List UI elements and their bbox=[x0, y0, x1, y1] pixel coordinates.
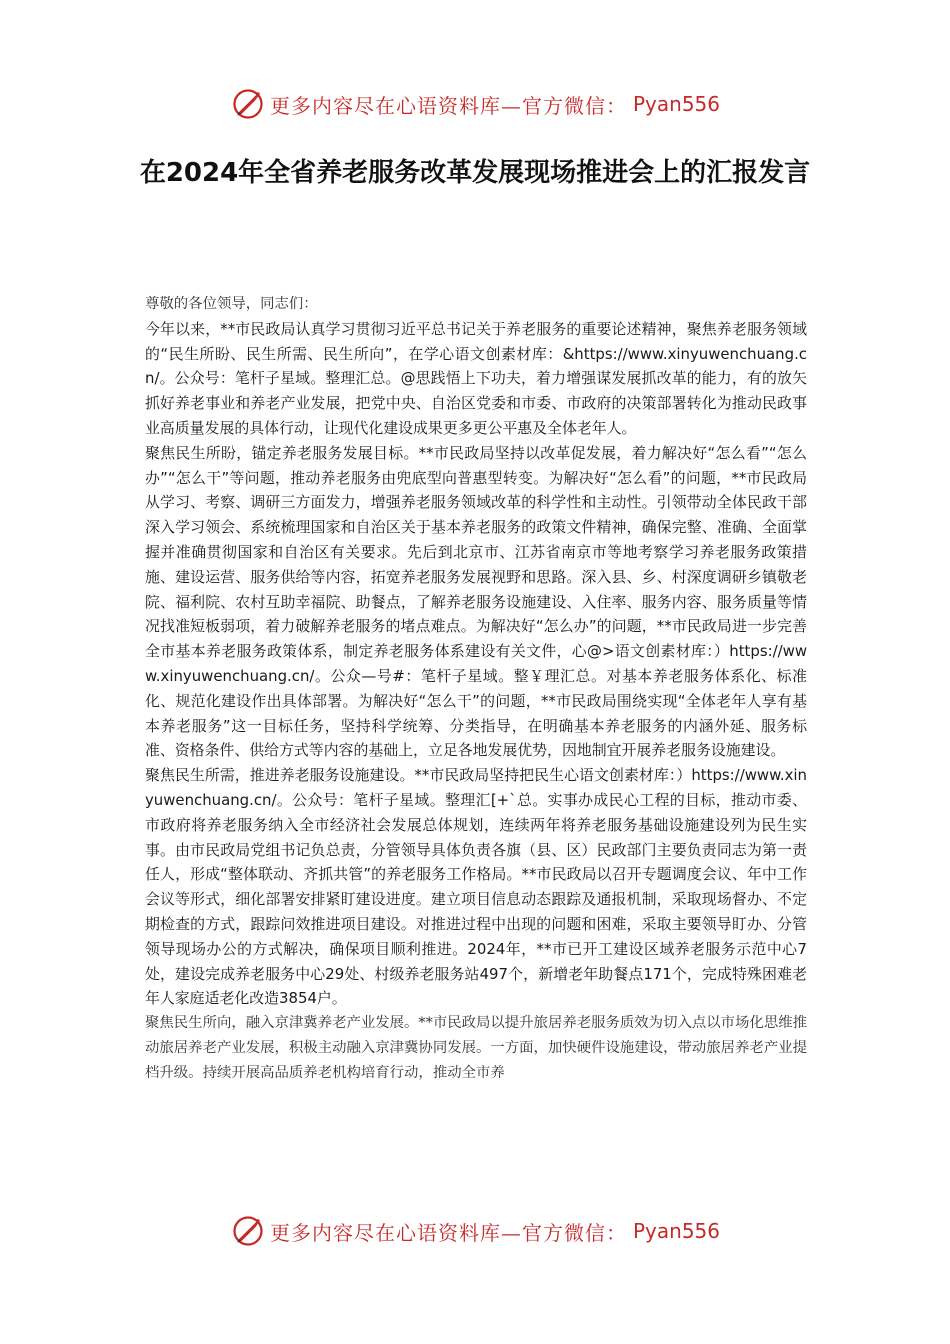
footer-banner-text: 更多内容尽在心语资料库—官方微信： bbox=[269, 1220, 627, 1245]
header-banner-text: 更多内容尽在心语资料库—官方微信： bbox=[269, 93, 627, 118]
paragraph-section-2: 聚焦民生所需，推进养老服务设施建设。**市民政局坚持把民生心语文创素材库：）https://www.xinyuwenchuang.cn/。公众号：笔杆子星域。整理汇[+`总。实事办成民心工程的目标，推动市委、市政府将养老服务纳入全市经济社会发展总体规划，连续两年将养老服务基础设施建设列为民生实事。由市民政局党组书记负总责，分管领导具体负责各旗（县、区）民政部门主要负责同志为第一责任人，形成“整体联动、齐抓共管”的养老服务工作格局。**市民政局以召开专题调度会议、年中工作会议等形式，细化部署安排紧盯建设进度。建立项目信息动态跟踪及通报机制，采取现场督办、不定期检查的方式，跟踪问效推进项目建设。对推进过程中出现的问题和困难，采取主要领导盯办、分管领导现场办公的方式解决，确保项目顺利推进。2024年，**市已开工建设区域养老服务示范中心7处，建设完成养老服务中心29处、村级养老服务站497个，新增老年助餐点171个，完成特殊困难老年人家庭适老化改造3854户。 bbox=[145, 766, 807, 1008]
paragraph-section-3: 聚焦民生所向，融入京津冀养老产业发展。**市民政局以提升旅居养老服务质效为切入点以市场化思维推动旅居养老产业发展，积极主动融入京津冀协同发展。一方面，加快硬件设施建设，带动旅居养老产业提档升级。持续开展高品质养老机构培育行动，推动全市养 bbox=[145, 1015, 807, 1081]
paragraph-intro: 今年以来，**市民政局认真学习贯彻习近平总书记关于养老服务的重要论述精神，聚焦养老服务领域的“民生所盼、民生所需、民生所向”，在学心语文创素材库：&https://www.xinyuwenchuang.cn/。公众号：笔杆子星域。整理汇总。@思践悟上下功夫，着力增强谋发展抓改革的能力，有的放矢抓好养老事业和养老产业发展，把党中央、自治区党委和市委、市政府的决策部署转化为推动民政事业高质量发展的具体行动，让现代化建设成果更多更公平惠及全体老年人。 bbox=[145, 319, 807, 437]
pen-logo-icon bbox=[230, 1213, 266, 1249]
salutation: 尊敬的各位领导，同志们： bbox=[145, 296, 318, 312]
pen-logo-icon bbox=[230, 86, 266, 122]
document-title: 在2024年全省养老服务改革发展现场推进会上的汇报发言 bbox=[139, 158, 811, 188]
header-banner-wechat-id: Pyan556 bbox=[632, 92, 720, 116]
footer-banner bbox=[0, 1211, 950, 1251]
footer-banner-wechat-id: Pyan556 bbox=[632, 1219, 720, 1243]
header-banner bbox=[0, 84, 950, 124]
paragraph-section-1: 聚焦民生所盼，锚定养老服务发展目标。**市民政局坚持以改革促发展，着力解决好“怎么看”“怎么办”“怎么干”等问题，推动养老服务由兜底型向普惠型转变。为解决好“怎么看”的问题，**市民政局从学习、考察、调研三方面发力，增强养老服务领域改革的科学性和主动性。引领带动全体民政干部深入学习领会、系统梳理国家和自治区关于基本养老服务的政策文件精神，确保完整、准确、全面掌握并准确贯彻国家和自治区有关要求。先后到北京市、江苏省南京市等地考察学习养老服务政策措施、建设运营、服务供给等内容，拓宽养老服务发展视野和思路。深入县、乡、村深度调研乡镇敬老院、福利院、农村互助幸福院、助餐点，了解养老服务设施建设、入住率、服务内容、服务质量等情况找准短板弱项，着力破解养老服务的堵点难点。为解决好“怎么办”的问题，**市民政局进一步完善全市基本养老服务政策体系，制定养老服务体系建设有关文件，心@>语文创素材库：）https://www.xinyuwenchuang.cn/。公众—号#：笔杆子星域。整￥理汇总。对基本养老服务体系化、标准化、规范化建设作出具体部署。为解决好“怎么干”的问题，**市民政局围绕实现“全体老年人享有基本养老服务”这一目标任务，坚持科学统筹、分类指导，在明确基本养老服务的内涵外延、服务标准、资格条件、供给方式等内容的基础上，立足各地发展优势，因地制宜开展养老服务设施建设。 bbox=[145, 443, 807, 760]
document-body bbox=[145, 292, 807, 1086]
